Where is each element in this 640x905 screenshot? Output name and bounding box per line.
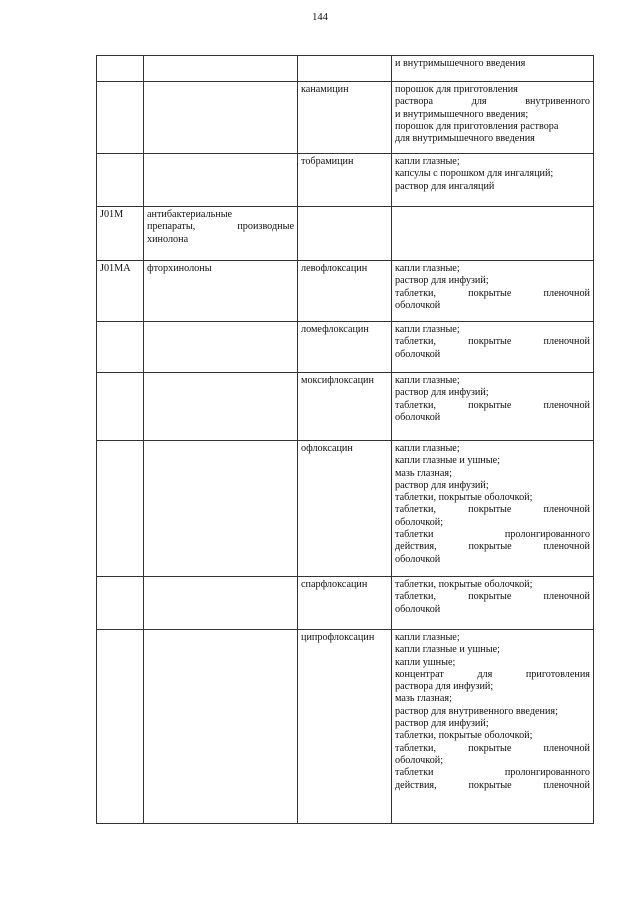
dosage-form-line: таблетки, покрытые пленочной [395, 336, 590, 348]
dosage-form-line: оболочкой [395, 411, 441, 423]
drug-name: ципрофлоксацин [301, 632, 375, 643]
drug-name-cell [298, 82, 392, 154]
dosage-forms-cell [392, 441, 594, 577]
atc-code: J01M [100, 209, 124, 220]
atc-code-cell [97, 373, 144, 441]
atc-code-cell [97, 261, 144, 322]
atc-code-cell [97, 577, 144, 630]
dosage-form-line: для внутримышечного введения [395, 133, 535, 145]
dosage-forms-cell [392, 207, 594, 261]
dosage-form-line: капли ушные; [395, 656, 456, 668]
anatomical-group-cell [144, 82, 298, 154]
atc-code: J01MA [100, 263, 131, 274]
anatomical-group-cell [144, 154, 298, 207]
group-line: антибактериальные [147, 209, 233, 220]
dosage-form-line: капли глазные; [395, 263, 460, 274]
dosage-form-line: мазь глазная; [395, 467, 452, 479]
dosage-form-line: таблетки, покрытые оболочкой; [395, 730, 533, 742]
drug-name-cell [298, 441, 392, 577]
dosage-form-line: таблетки, покрытые пленочной [395, 287, 590, 299]
dosage-form-line: оболочкой [395, 553, 441, 565]
page-number: 144 [312, 12, 328, 23]
table-row [97, 630, 594, 824]
atc-code-cell [97, 322, 144, 373]
drug-name: канамицин [301, 84, 349, 95]
dosage-form-line: капли глазные; [395, 324, 460, 335]
drug-name: моксифлоксацин [301, 375, 374, 386]
dosage-form-line: раствора для инфузий; [395, 681, 494, 693]
dosage-form-line: порошок для приготовления [395, 84, 518, 95]
anatomical-group-cell [144, 373, 298, 441]
dosage-forms-cell [392, 322, 594, 373]
dosage-form-line: раствор для ингаляций [395, 180, 495, 192]
atc-code-cell [97, 154, 144, 207]
dosage-form-line: капли глазные; [395, 632, 460, 643]
dosage-form-line: раствора для внутривенного [395, 96, 590, 108]
dosage-forms-cell [392, 154, 594, 207]
dosage-form-line: оболочкой; [395, 754, 444, 766]
drug-name-cell [298, 261, 392, 322]
dosage-form-line: таблетки, покрытые пленочной [395, 591, 590, 603]
medication-table [96, 55, 594, 824]
drug-name-cell [298, 630, 392, 824]
anatomical-group-cell [144, 56, 298, 82]
group-line: препараты, производные [147, 221, 294, 233]
table-row [97, 441, 594, 577]
anatomical-group-cell [144, 630, 298, 824]
dosage-form-line: действия, покрытые пленочной [395, 779, 590, 791]
dosage-form-line: таблетки пролонгированного [395, 767, 590, 779]
drug-name: левофлоксацин [301, 263, 368, 274]
dosage-forms-cell [392, 630, 594, 824]
dosage-form-line: раствор для инфузий; [395, 275, 489, 287]
atc-code-cell [97, 56, 144, 82]
drug-name-cell [298, 322, 392, 373]
drug-name: ломефлоксацин [301, 324, 369, 335]
drug-name-cell [298, 154, 392, 207]
drug-name: офлоксацин [301, 443, 353, 454]
atc-code-cell [97, 82, 144, 154]
dosage-form-line: таблетки, покрытые пленочной [395, 399, 590, 411]
dosage-form-line: таблетки пролонгированного [395, 529, 590, 541]
dosage-form-line: и внутримышечного введения; [395, 108, 529, 120]
dosage-forms-cell [392, 56, 594, 82]
dosage-form-line: раствор для инфузий; [395, 387, 489, 399]
dosage-form-line: порошок для приготовления раствора [395, 120, 559, 132]
anatomical-group-cell [144, 441, 298, 577]
dosage-form-line: капли глазные; [395, 443, 460, 454]
table-row [97, 373, 594, 441]
atc-code-cell [97, 207, 144, 261]
dosage-forms-cell [392, 577, 594, 630]
drug-name-cell [298, 577, 392, 630]
dosage-form-line: таблетки, покрытые пленочной [395, 504, 590, 516]
anatomical-group-cell [144, 207, 298, 261]
anatomical-group-cell [144, 322, 298, 373]
dosage-form-line: оболочкой [395, 603, 441, 615]
dosage-form-line: оболочкой [395, 348, 441, 360]
group-line: хинолона [147, 233, 189, 245]
dosage-form-line: оболочкой; [395, 516, 444, 528]
drug-name-cell [298, 373, 392, 441]
table-row [97, 154, 594, 207]
table-row [97, 322, 594, 373]
dosage-form-line: действия, покрытые пленочной [395, 541, 590, 553]
drug-name: тобрамицин [301, 156, 354, 167]
dosage-form-line: капли глазные и ушные; [395, 455, 500, 467]
dosage-form-line: и внутримышечного введения [395, 58, 526, 69]
dosage-form-line: концентрат для приготовления [395, 668, 590, 680]
drug-name-cell [298, 56, 392, 82]
dosage-form-line: капли глазные; [395, 156, 460, 167]
anatomical-group-cell [144, 261, 298, 322]
dosage-form-line: раствор для внутривенного введения; [395, 705, 558, 717]
dosage-form-line: раствор для инфузий; [395, 479, 489, 491]
drug-name: спарфлоксацин [301, 579, 368, 590]
dosage-forms-cell [392, 261, 594, 322]
atc-code-cell [97, 441, 144, 577]
dosage-form-line: таблетки, покрытые оболочкой; [395, 492, 533, 504]
dosage-form-line: капли глазные; [395, 375, 460, 386]
anatomical-group-cell [144, 577, 298, 630]
table-row [97, 261, 594, 322]
table-row [97, 82, 594, 154]
dosage-form-line: раствор для инфузий; [395, 718, 489, 730]
atc-code-cell [97, 630, 144, 824]
group-line: фторхинолоны [147, 263, 212, 274]
dosage-form-line: капсулы с порошком для ингаляций; [395, 168, 554, 180]
dosage-form-line: оболочкой [395, 299, 441, 311]
table-row [97, 577, 594, 630]
drug-name-cell [298, 207, 392, 261]
table-row [97, 56, 594, 82]
dosage-form-line: таблетки, покрытые пленочной [395, 742, 590, 754]
dosage-forms-cell [392, 373, 594, 441]
table-row [97, 207, 594, 261]
dosage-form-line: капли глазные и ушные; [395, 644, 500, 656]
dosage-form-line: таблетки, покрытые оболочкой; [395, 579, 533, 590]
dosage-forms-cell [392, 82, 594, 154]
dosage-form-line: мазь глазная; [395, 693, 452, 705]
